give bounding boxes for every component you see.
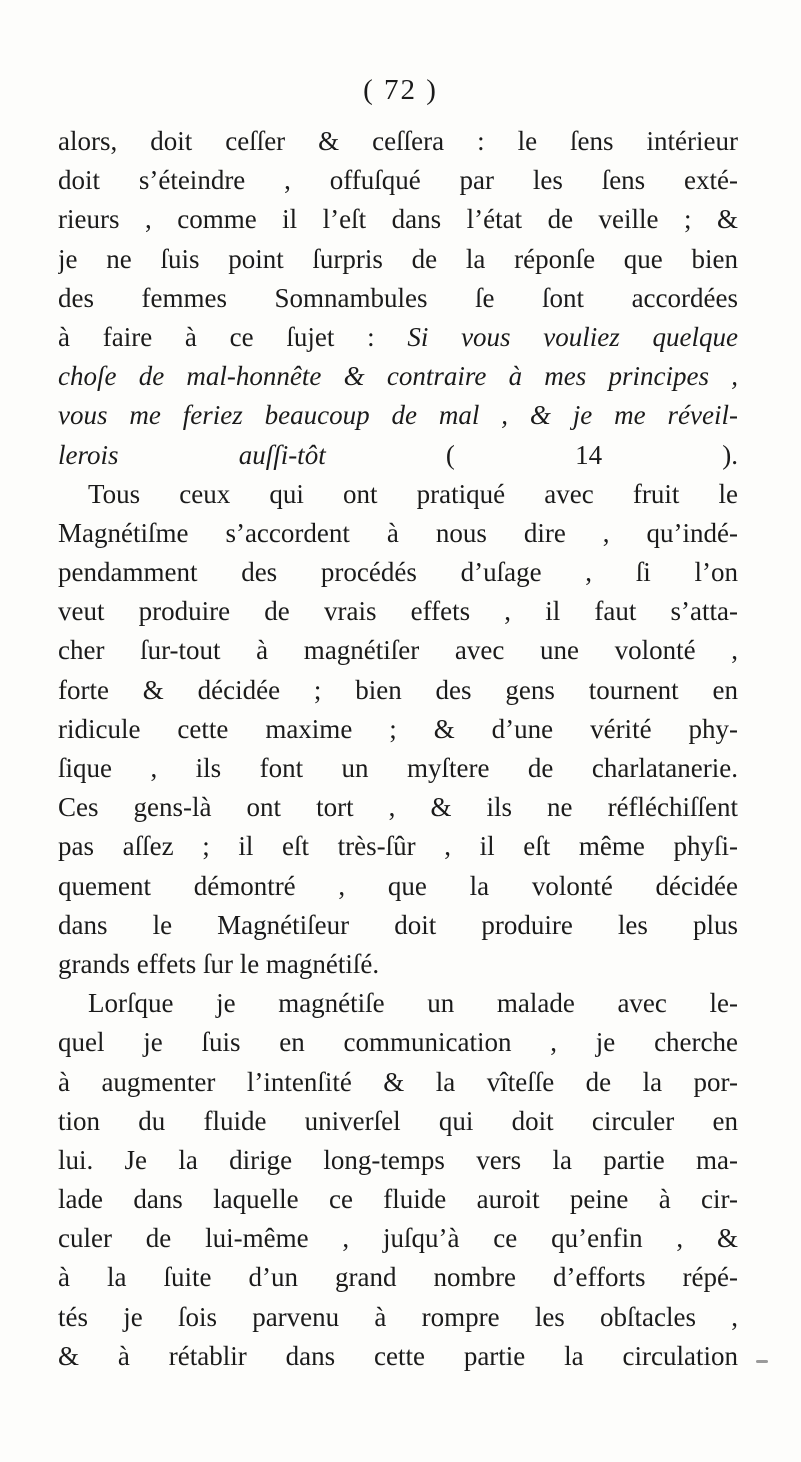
text-line: [58, 357, 738, 396]
text-run: à faire à ce ſujet :: [58, 321, 408, 352]
text-line: [58, 161, 738, 200]
text-run: ſique , ils font un myſtere de charlatanerie.: [58, 753, 738, 783]
text-line: [58, 475, 738, 514]
text-run: ( 14 ).: [325, 439, 738, 470]
italic-text: Si vous vouliez quelque: [407, 321, 738, 352]
text-run: alors, doit ceſſer & ceſſera : le ſens intérieur: [58, 126, 738, 156]
text-line: [58, 1337, 738, 1376]
text-run: pas aſſez ; il eſt très-ſûr , il eſt même phyſi-: [58, 831, 738, 862]
text-line: [58, 749, 738, 788]
text-run: quement démontré , que la volonté décidée: [58, 870, 738, 901]
text-line: [58, 867, 738, 906]
text-line: [58, 906, 738, 945]
text-run: forte & décidée ; bien des gens tournent en: [58, 674, 738, 705]
text-line: [58, 1063, 738, 1102]
text-line: [58, 200, 738, 239]
text-line: [58, 984, 738, 1023]
margin-mark: [756, 1360, 768, 1363]
text-line: [58, 592, 738, 631]
text-run: veut produire de vrais effets , il faut s’atta-: [58, 596, 738, 627]
text-line: [58, 1180, 738, 1219]
text-run: quel je ſuis en communication , je cherche: [58, 1027, 738, 1058]
text-run: à la ſuite d’un grand nombre d’efforts répé-: [58, 1262, 738, 1293]
text-line: [58, 945, 738, 984]
text-line: [58, 827, 738, 866]
text-line: [58, 671, 738, 710]
text-run: cher ſur-tout à magnétiſer avec une volonté ,: [58, 635, 738, 666]
text-run: & à rétablir dans cette partie la circulation: [58, 1340, 738, 1371]
text-run: pendamment des procédés d’uſage , ſi l’on: [58, 557, 738, 588]
text-run: grands effets ſur le magnétiſé.: [58, 948, 380, 979]
text-run: culer de lui-même , juſqu’à ce qu’enfin , &: [58, 1223, 738, 1254]
text-line: [58, 240, 738, 279]
text-line: [58, 122, 738, 161]
text-run: Tous ceux qui ont pratiqué avec fruit le: [88, 478, 738, 509]
text-line: [58, 788, 738, 827]
text-run: Ces gens-là ont tort , & ils ne réfléchiſſent: [58, 792, 738, 823]
text-line: [58, 1258, 738, 1297]
text-line: [58, 1298, 738, 1337]
italic-text: choſe de mal-honnête & contraire à mes principes ,: [58, 361, 738, 392]
text-line: [58, 436, 738, 475]
text-run: Magnétiſme s’accordent à nous dire , qu’indé-: [58, 517, 738, 548]
text-run: lade dans laquelle ce fluide auroit peine à cir-: [58, 1184, 738, 1215]
body-text: [58, 122, 738, 1376]
text-run: dans le Magnétiſeur doit produire les plus: [58, 909, 738, 940]
text-line: [58, 710, 738, 749]
text-line: [58, 396, 738, 435]
italic-text: lerois auſſi-tôt: [58, 439, 326, 470]
page-number: ( 72 ): [363, 74, 438, 106]
text-run: tion du fluide univerſel qui doit circuler en: [58, 1105, 738, 1136]
text-run: doit s’éteindre , offuſqué par les ſens exté-: [58, 165, 738, 196]
text-line: [58, 514, 738, 553]
text-run: ridicule cette maxime ; & d’une vérité phy-: [58, 713, 738, 744]
italic-text: vous me feriez beaucoup de mal , & je me réveil-: [58, 400, 738, 431]
text-run: tés je ſois parvenu à rompre les obſtacles ,: [58, 1301, 738, 1332]
text-line: [58, 1023, 738, 1062]
text-run: lui. Je la dirige long-temps vers la partie ma-: [58, 1144, 738, 1175]
text-run: rieurs , comme il l’eſt dans l’état de veille ; &: [58, 204, 738, 235]
text-run: Lorſque je magnétiſe un malade avec le-: [88, 988, 738, 1019]
text-run: des femmes Somnambules ſe ſont accordées: [58, 282, 738, 313]
text-line: [58, 631, 738, 670]
text-line: [58, 318, 738, 357]
text-run: à augmenter l’intenſité & la vîteſſe de la por-: [58, 1066, 738, 1097]
text-run: je ne ſuis point ſurpris de la réponſe que bien: [58, 243, 738, 274]
text-line: [58, 1102, 738, 1141]
text-line: [58, 553, 738, 592]
text-line: [58, 1219, 738, 1258]
text-line: [58, 279, 738, 318]
text-line: [58, 1141, 738, 1180]
